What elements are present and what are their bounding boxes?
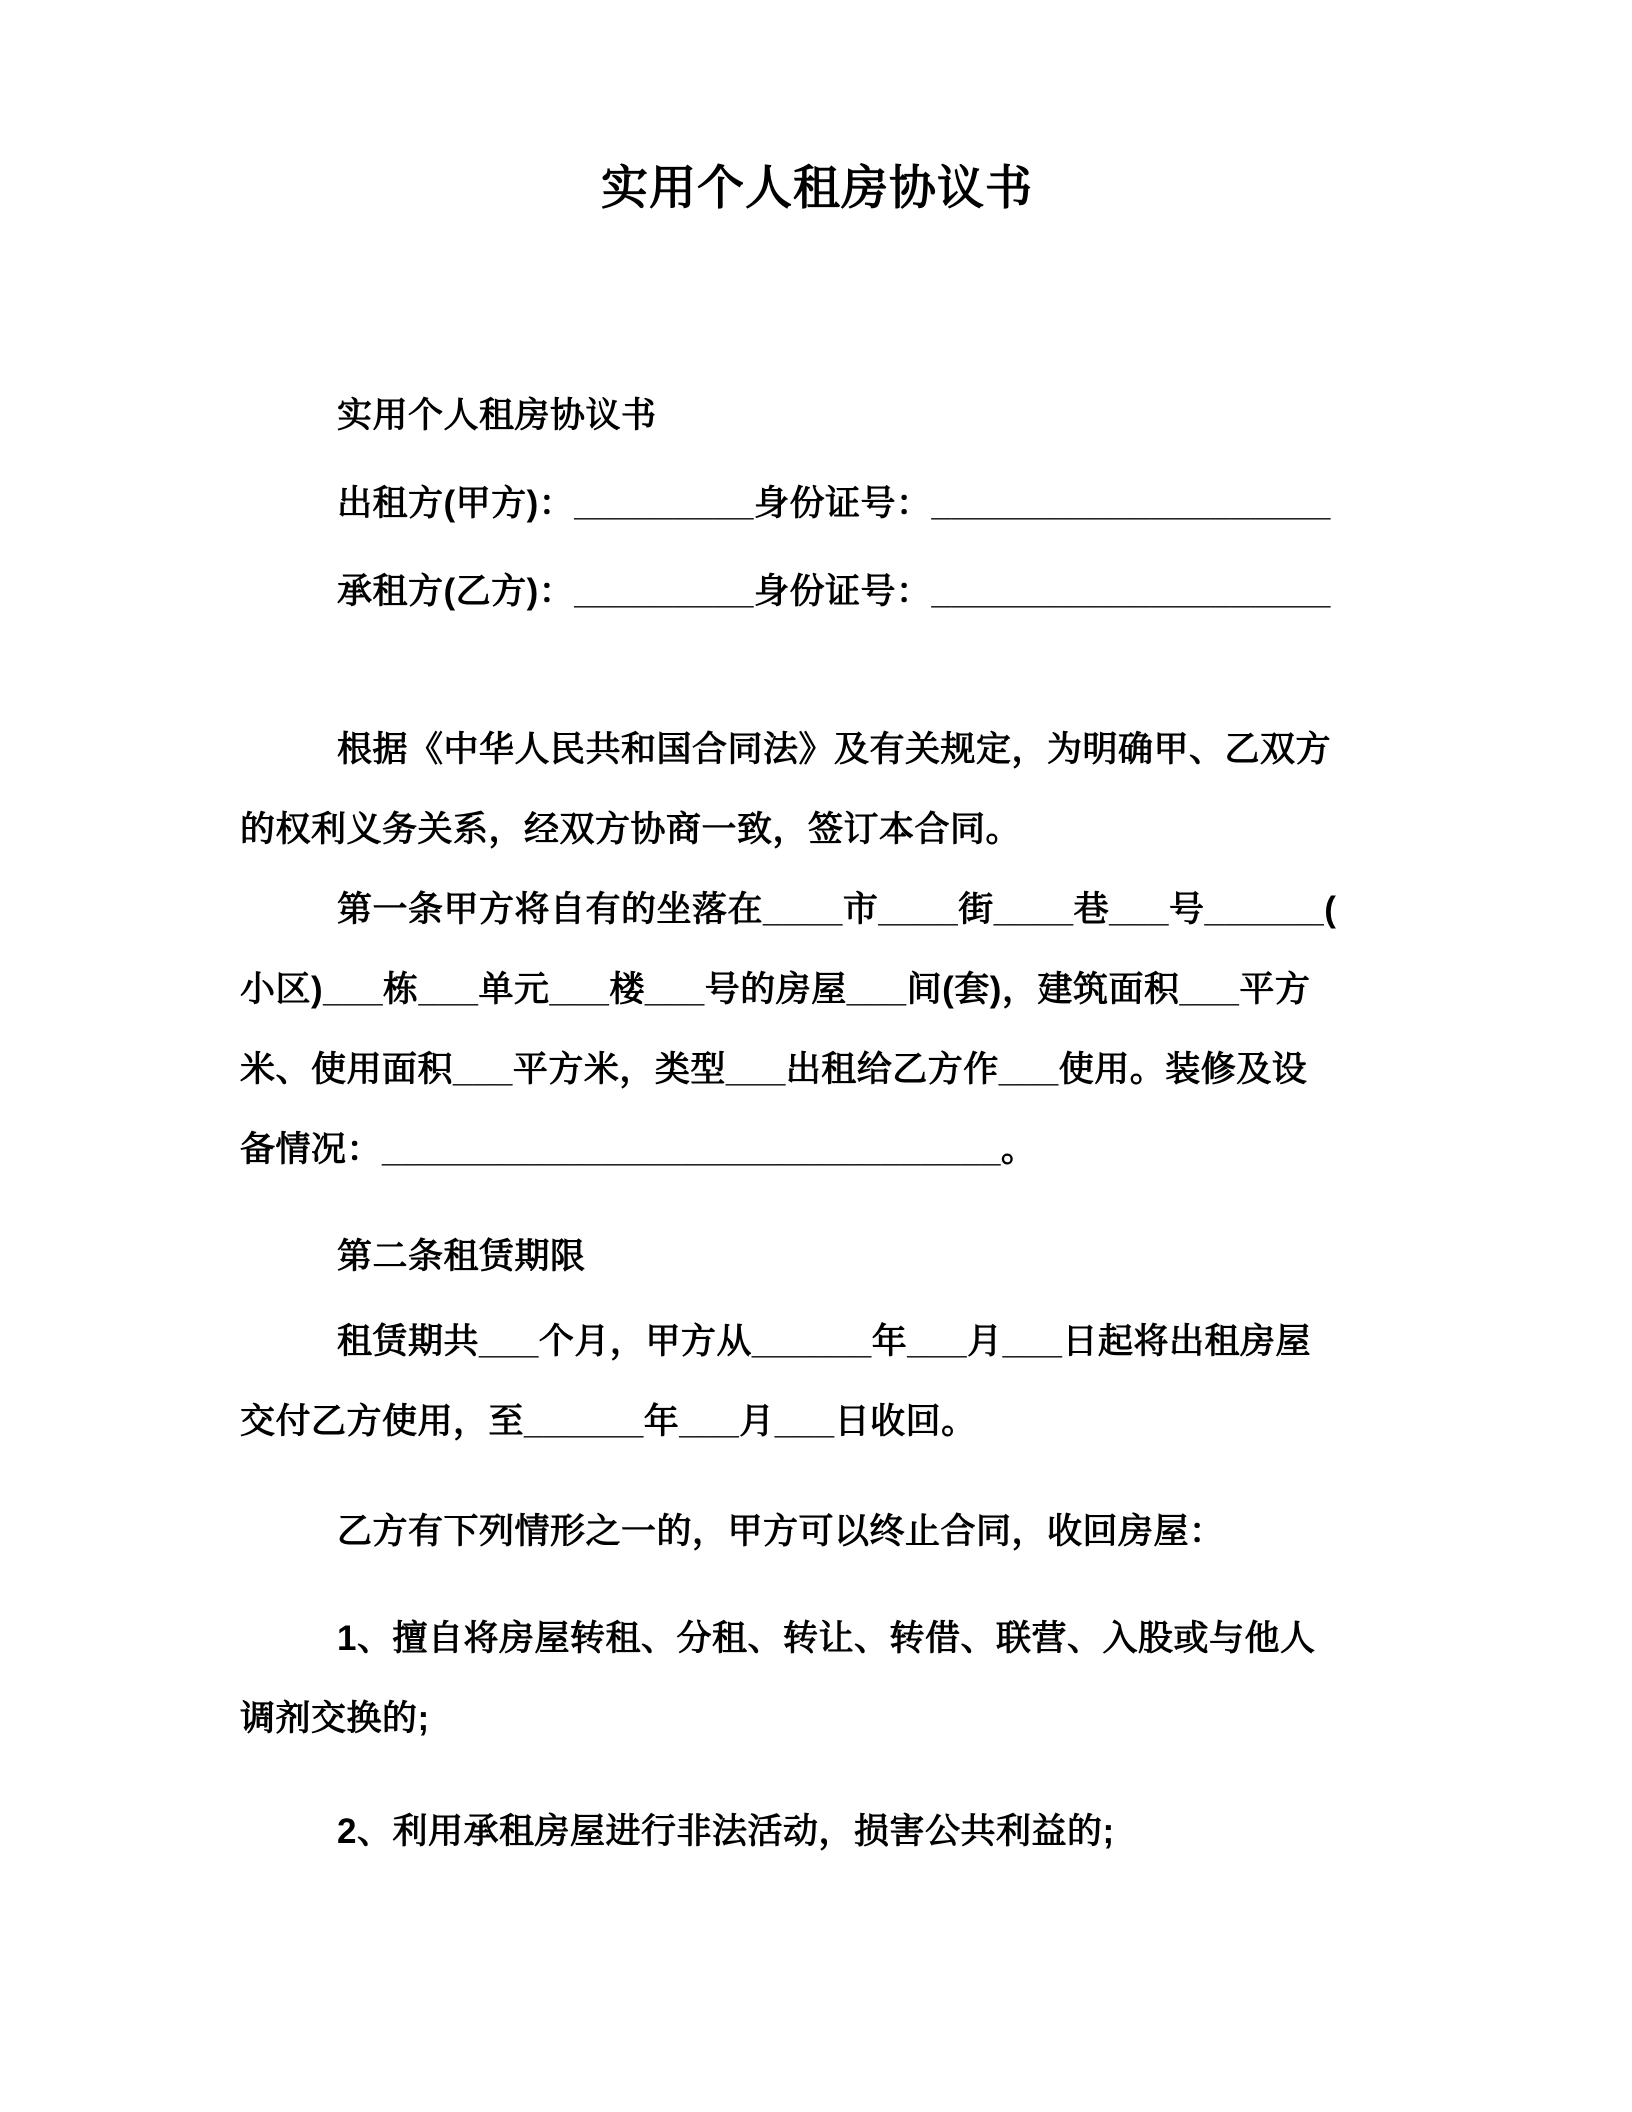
lessee-party-line: 承租方(乙方)：_________身份证号：____________________ xyxy=(337,572,1331,611)
clause2-line-2: 交付乙方使用，至______年___月___日收回。 xyxy=(240,1402,977,1441)
clause2-heading: 第二条租赁期限 xyxy=(337,1237,586,1276)
clause1-line-3: 米、使用面积___平方米，类型___出租给乙方作___使用。装修及设 xyxy=(240,1050,1308,1089)
clause1-line-1: 第一条甲方将自有的坐落在____市____街____巷___号______( xyxy=(337,890,1337,929)
termination-item1-line-2: 调剂交换的; xyxy=(240,1699,430,1738)
document-title: 实用个人租房协议书 xyxy=(601,161,1033,214)
clause2-line-1: 租赁期共___个月，甲方从______年___月___日起将出租房屋 xyxy=(337,1322,1311,1361)
clause1-line-4: 备情况：_______________________________。 xyxy=(240,1130,1037,1169)
preamble-line-1: 根据《中华人民共和国合同法》及有关规定，为明确甲、乙双方 xyxy=(337,730,1332,769)
clause1-line-2: 小区)___栋___单元___楼___号的房屋___间(套)，建筑面积___平方 xyxy=(240,970,1311,1009)
lessor-party-line: 出租方(甲方)：_________身份证号：____________________ xyxy=(337,484,1331,523)
termination-intro-line: 乙方有下列情形之一的，甲方可以终止合同，收回房屋： xyxy=(337,1512,1225,1551)
subtitle-line: 实用个人租房协议书 xyxy=(337,396,657,435)
termination-item2-line: 2、利用承租房屋进行非法活动，损害公共利益的; xyxy=(337,1812,1115,1851)
termination-item1-line-1: 1、擅自将房屋转租、分租、转让、转借、联营、入股或与他人 xyxy=(337,1619,1316,1658)
preamble-line-2: 的权利义务关系，经双方协商一致，签订本合同。 xyxy=(240,810,1022,849)
